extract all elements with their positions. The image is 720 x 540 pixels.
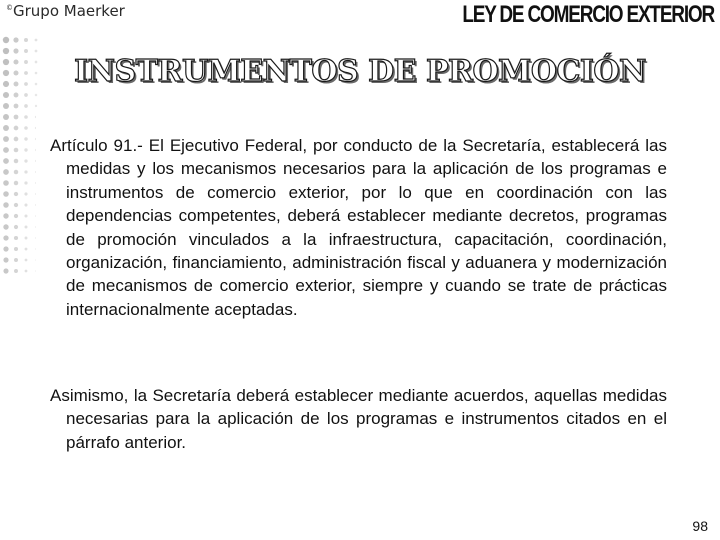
article-reference: Artículo 91.- — [50, 136, 143, 155]
section-logo: LEY DE COMERCIO EXTERIOR — [462, 2, 714, 29]
article-paragraph — [50, 134, 667, 321]
page-number: 98 — [692, 518, 708, 534]
copyright-symbol: © — [6, 4, 13, 12]
second-paragraph: Asimismo, la Secretaría deberá establecer mediante acuerdos, aquellas medidas necesarias para la aplicación de los programas e instrumentos citados en el párrafo anterior. — [50, 386, 667, 452]
brand-name: Grupo Maerker — [13, 2, 125, 20]
brand-label — [6, 2, 125, 20]
article-text: El Ejecutivo Federal, por conducto de la Secretaría, establecerá las medidas y los mecanismos necesarios para la aplicación de los programas e instrumentos de comercio exterior, por lo que en coordinación con las dependencias competentes, deberá establecer mediante decretos, programas de promoción vinculados a la infraestructura, capacitación, coordinación, organización, financiamiento, administración fiscal y aduanera y modernización de mecanismos de comercio exterior, siempre y cuando se trate de prácticas internacionalmente aceptadas. — [66, 136, 668, 319]
slide-title: INSTRUMENTOS DE PROMOCIÓN — [74, 54, 646, 89]
content-box — [36, 107, 672, 452]
